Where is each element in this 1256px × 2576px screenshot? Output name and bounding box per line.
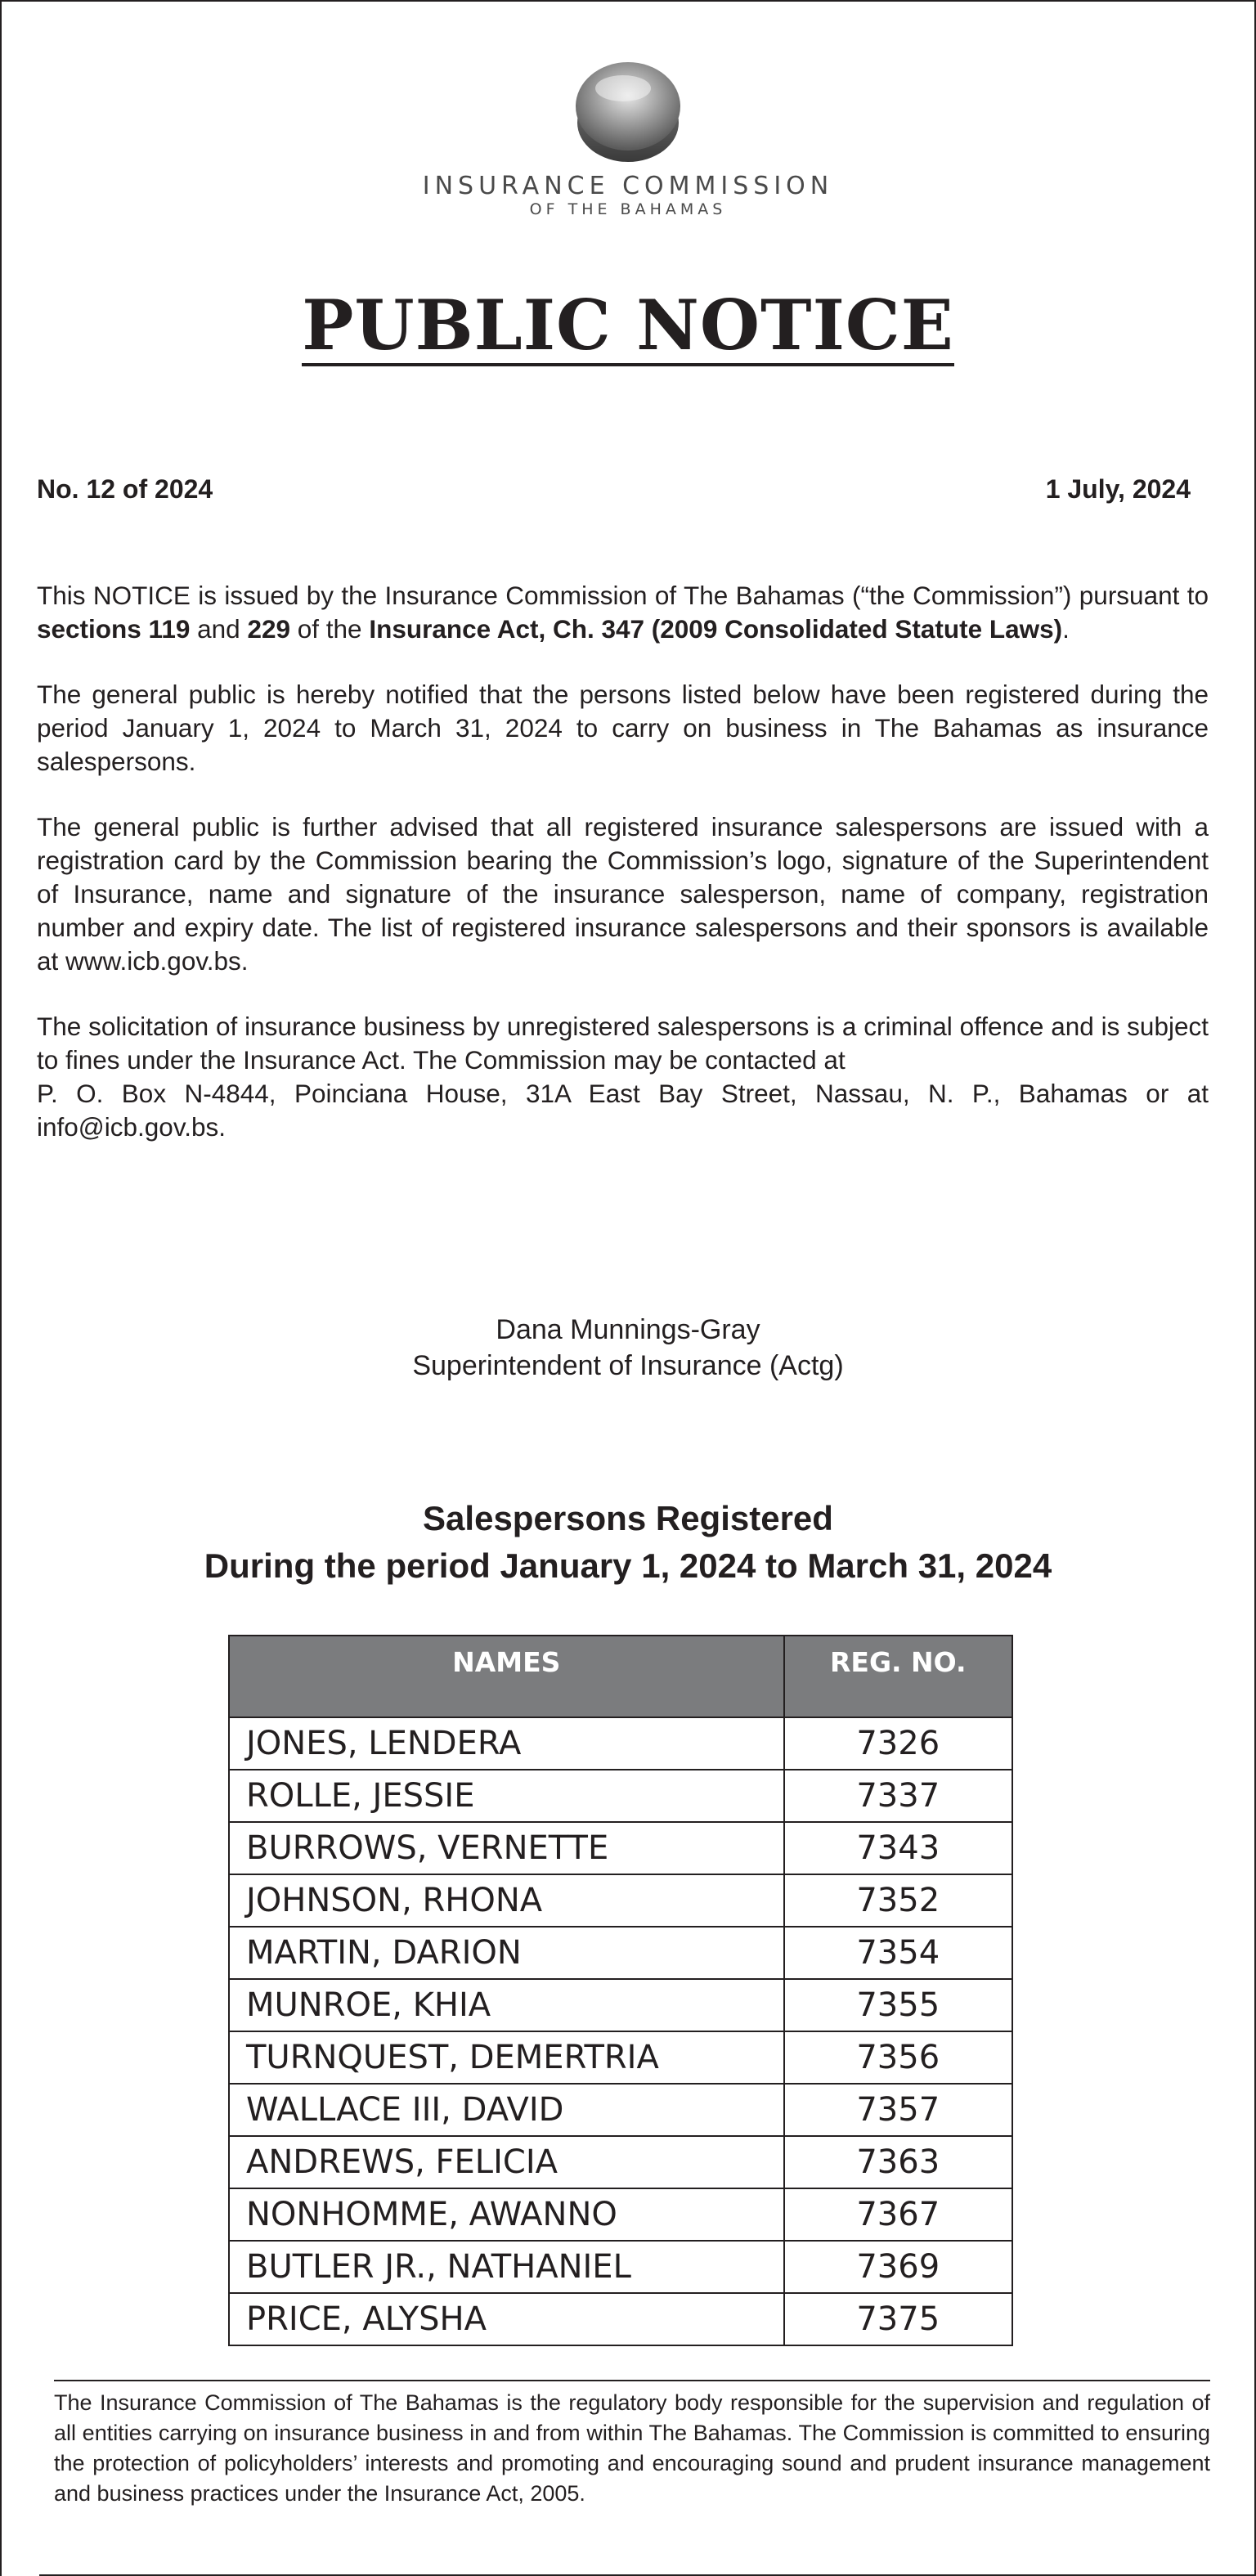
table-row [229,1979,1012,2031]
table-header-row [229,1636,1012,1717]
p4-line-1: The solicitation of insurance business by unregistered salespersons is a criminal offence and is subject to fines under the Insurance Act. The Commission may be contacted at [37,1012,1209,1075]
salespersons-list-title [2,1495,1254,1590]
p4-line-2: P. O. Box N-4844, Poinciana House, 31A East Bay Street, Nassau, N. P., Bahamas or at info@icb.gov.bs. [37,1079,1209,1142]
salesperson-name: MARTIN, DARION [229,1927,784,1979]
registration-number: 7354 [784,1927,1012,1979]
salesperson-name: BUTLER JR., NATHANIEL [229,2241,784,2293]
registration-number: 7356 [784,2031,1012,2084]
notice-date: 1 July, 2024 [1045,474,1191,504]
p1-text-c: and [190,614,248,644]
salesperson-name: NONHOMME, AWANNO [229,2188,784,2241]
registration-number: 7369 [784,2241,1012,2293]
registration-number: 7343 [784,1822,1012,1874]
p1-text-a: This NOTICE is issued by the Insurance Commission of The Bahamas (“the Commission”) pursuant to [37,581,1209,610]
salesperson-name: JOHNSON, RHONA [229,1874,784,1927]
salesperson-name: TURNQUEST, DEMERTRIA [229,2031,784,2084]
notice-number: No. 12 of 2024 [37,474,213,504]
p1-text-e: of the [290,614,370,644]
registration-number: 7367 [784,2188,1012,2241]
registration-number: 7375 [784,2293,1012,2345]
table-row [229,1770,1012,1822]
salesperson-name: ROLLE, JESSIE [229,1770,784,1822]
table-row [229,1874,1012,1927]
salespersons-table [228,1635,1013,2346]
table-row [229,1927,1012,1979]
paragraph-solicitation [37,1010,1209,1144]
table-row [229,2031,1012,2084]
notice-body [37,579,1209,1176]
paragraph-authority [37,579,1209,646]
column-header-names: NAMES [229,1636,784,1717]
commission-logo [2,59,1254,218]
salesperson-name: PRICE, ALYSHA [229,2293,784,2345]
table-row [229,2293,1012,2345]
salesperson-name: MUNROE, KHIA [229,1979,784,2031]
registration-number: 7326 [784,1717,1012,1770]
signatory-title: Superintendent of Insurance (Actg) [412,1350,844,1381]
notice-meta [37,474,1191,505]
p1-text-g: . [1062,614,1070,644]
registration-number: 7352 [784,1874,1012,1927]
p1-section-119: sections 119 [37,614,191,644]
p1-section-229: 229 [247,614,290,644]
salesperson-name: WALLACE III, DAVID [229,2084,784,2136]
registration-number: 7363 [784,2136,1012,2188]
salesperson-name: JONES, LENDERA [229,1717,784,1770]
signature-block [2,1312,1254,1384]
organization-subtitle: OF THE BAHAMAS [529,200,727,218]
table-row [229,1822,1012,1874]
table-row [229,2136,1012,2188]
table-row [229,2241,1012,2293]
page-title [2,285,1254,366]
registration-number: 7337 [784,1770,1012,1822]
signatory-name: Dana Munnings-Gray [496,1314,760,1345]
salesperson-name: BURROWS, VERNETTE [229,1822,784,1874]
column-header-reg-no: REG. NO. [784,1636,1012,1717]
footer-statement: The Insurance Commission of The Bahamas is the regulatory body responsible for the supervision and regulation of all entities carrying on insurance business in and from within The Bahamas. The Commission is committed to ensuring the protection of policyholders’ interests and promoting and encouraging sound and prudent insurance management and business practices under the Insurance Act, 2005. [54,2390,1210,2506]
footer-divider [54,2380,1210,2381]
p1-insurance-act: Insurance Act, Ch. 347 (2009 Consolidated Statute Laws) [369,614,1063,644]
paragraph-registration: The general public is hereby notified that the persons listed below have been registered during the period January 1, 2024 to March 31, 2024 to carry on business in The Bahamas as insurance salespersons. [37,680,1209,776]
table-row [229,2084,1012,2136]
list-title-line-2: During the period January 1, 2024 to March 31, 2024 [204,1546,1052,1585]
table-row [229,1717,1012,1770]
paragraph-registration-card: The general public is further advised that all registered insurance salespersons are issued with a registration card by the Commission bearing the Commission’s logo, signature of the Superintendent of Insurance, name and signature of the insurance salesperson, name of company, registration number and expiry date. The list of registered insurance salespersons and their sponsors is available at www.icb.gov.bs. [37,812,1209,976]
table-row [229,2188,1012,2241]
organization-name: INSURANCE COMMISSION [422,172,834,200]
commission-logo-disc-icon [574,59,682,165]
registration-number: 7355 [784,1979,1012,2031]
salesperson-name: ANDREWS, FELICIA [229,2136,784,2188]
list-title-line-1: Salespersons Registered [423,1499,833,1537]
registration-number: 7357 [784,2084,1012,2136]
public-notice-heading: PUBLIC NOTICE [302,285,954,366]
